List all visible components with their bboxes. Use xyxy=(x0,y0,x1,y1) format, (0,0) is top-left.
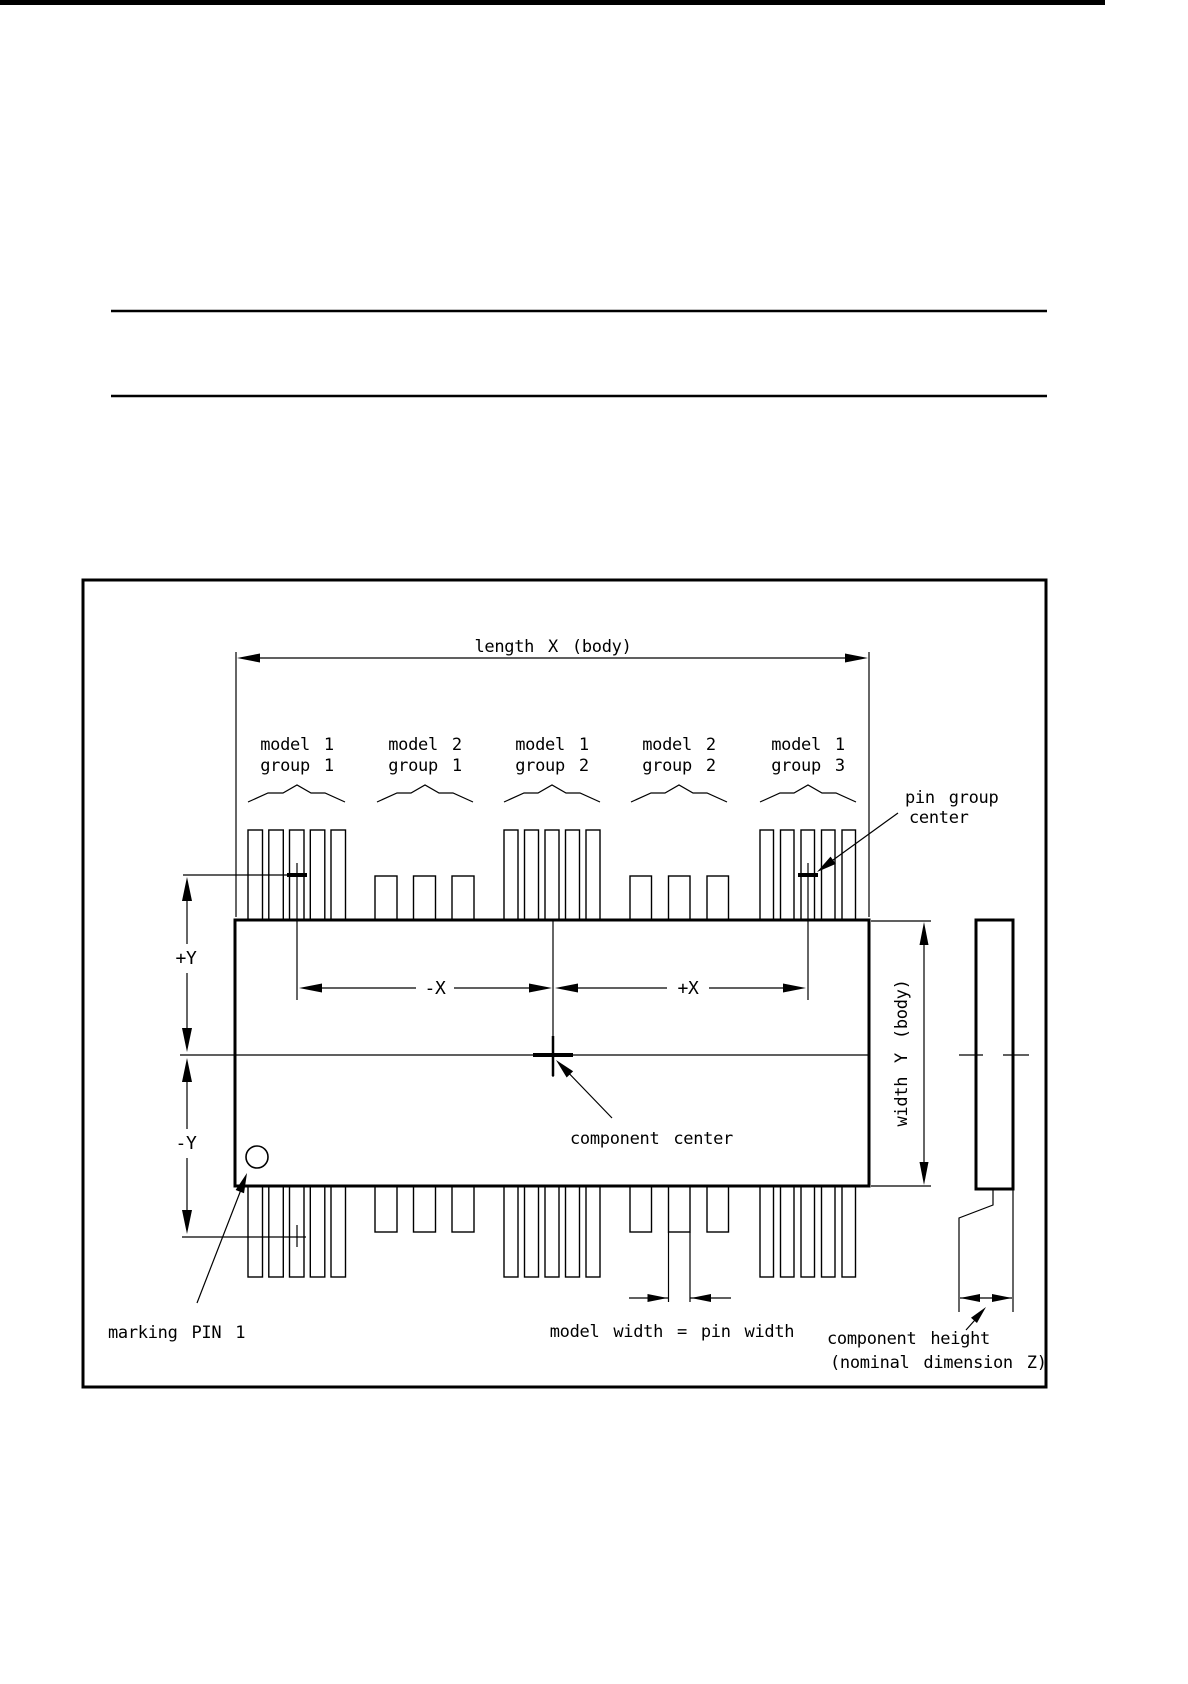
pin-group-model-label: model 1 xyxy=(515,735,589,755)
marking-pin1-callout xyxy=(108,1173,247,1343)
pin xyxy=(414,1186,436,1232)
pin-group-center-label2: center xyxy=(909,808,969,828)
arrowhead xyxy=(555,984,578,993)
pin xyxy=(801,1186,815,1277)
arrowhead xyxy=(182,1028,192,1052)
arrowhead xyxy=(237,654,260,663)
arrowhead xyxy=(992,1294,1012,1302)
pin xyxy=(669,876,691,920)
pin-group-group-label: group 2 xyxy=(515,756,589,776)
pin xyxy=(781,1186,795,1277)
page-marks xyxy=(0,0,1105,396)
pin-group-labels xyxy=(248,735,856,802)
pin-group-brace xyxy=(248,785,345,802)
pin xyxy=(781,830,795,920)
pin xyxy=(586,1186,600,1277)
pin xyxy=(842,1186,856,1277)
side-view-lead xyxy=(959,1190,993,1312)
pin xyxy=(504,830,518,920)
pin-group-group-label: group 3 xyxy=(771,756,845,776)
component-height-label2: (nominal dimension Z) xyxy=(830,1353,1047,1373)
component-height-label: component height xyxy=(827,1329,990,1349)
pin xyxy=(248,1186,263,1277)
plus-y-label: +Y xyxy=(175,948,197,969)
pin xyxy=(414,876,436,920)
pin xyxy=(760,830,774,920)
pin-group-brace xyxy=(504,785,600,802)
arrowhead xyxy=(236,1173,247,1193)
arrowhead xyxy=(920,922,929,945)
pin-group-group-label: group 1 xyxy=(388,756,462,776)
pin xyxy=(669,1186,691,1232)
pin xyxy=(452,1186,474,1232)
pin1-marking-circle xyxy=(246,1146,268,1168)
model-width-label: model width = pin width xyxy=(549,1322,795,1342)
minus-y-label: -Y xyxy=(175,1133,197,1154)
arrowhead xyxy=(182,1058,192,1082)
pin xyxy=(707,1186,729,1232)
width-y-label: width Y (body) xyxy=(892,979,912,1127)
pin xyxy=(269,1186,284,1277)
minus-x-label: -X xyxy=(424,978,446,999)
pin-group-model-label: model 1 xyxy=(771,735,845,755)
length-x-label: length X (body) xyxy=(474,637,632,657)
arrowhead xyxy=(529,984,552,993)
page-top-border xyxy=(0,0,1105,5)
pin xyxy=(822,1186,836,1277)
plus-x-label: +X xyxy=(677,978,699,999)
pin-group-model-label: model 1 xyxy=(260,735,334,755)
arrowhead xyxy=(845,654,868,663)
component-center-label: component center xyxy=(570,1129,733,1149)
arrowhead xyxy=(182,877,192,901)
pin xyxy=(630,876,652,920)
pin-group-model-label: model 2 xyxy=(642,735,716,755)
arrowhead xyxy=(648,1294,668,1302)
pin xyxy=(630,1186,652,1232)
pin xyxy=(375,1186,397,1232)
pin-group-group-label: group 1 xyxy=(260,756,334,776)
dimension-width-y xyxy=(871,921,931,1186)
pin-group-group-label: group 2 xyxy=(642,756,716,776)
pin xyxy=(331,1186,346,1277)
pin-group-model-label: model 2 xyxy=(388,735,462,755)
marking-pin1-label: marking PIN 1 xyxy=(108,1323,246,1343)
pin xyxy=(707,876,729,920)
pin xyxy=(822,830,836,920)
pin xyxy=(504,1186,518,1277)
pin xyxy=(566,1186,580,1277)
pin xyxy=(525,830,539,920)
pin xyxy=(566,830,580,920)
arrowhead xyxy=(920,1162,929,1185)
arrowhead xyxy=(299,984,322,993)
pin-group-brace xyxy=(760,785,856,802)
pin xyxy=(586,830,600,920)
component-center-callout xyxy=(556,1060,733,1149)
pin xyxy=(331,830,346,920)
pin xyxy=(310,1186,325,1277)
pin xyxy=(842,830,856,920)
pin xyxy=(452,876,474,920)
arrowhead xyxy=(960,1294,980,1302)
arrowhead xyxy=(691,1294,711,1302)
pin-group-center-label: pin group xyxy=(905,788,999,808)
pin xyxy=(545,830,559,920)
pin xyxy=(375,876,397,920)
pin xyxy=(760,1186,774,1277)
pin xyxy=(525,1186,539,1277)
pin-group-brace xyxy=(631,785,727,802)
arrowhead xyxy=(182,1210,192,1234)
arrowhead xyxy=(971,1307,986,1323)
pin xyxy=(310,830,325,920)
side-view xyxy=(827,920,1047,1373)
pin xyxy=(545,1186,559,1277)
pin-group-brace xyxy=(377,785,473,802)
front-view xyxy=(180,830,869,1277)
arrowhead xyxy=(783,984,806,993)
arrowhead xyxy=(817,857,836,872)
